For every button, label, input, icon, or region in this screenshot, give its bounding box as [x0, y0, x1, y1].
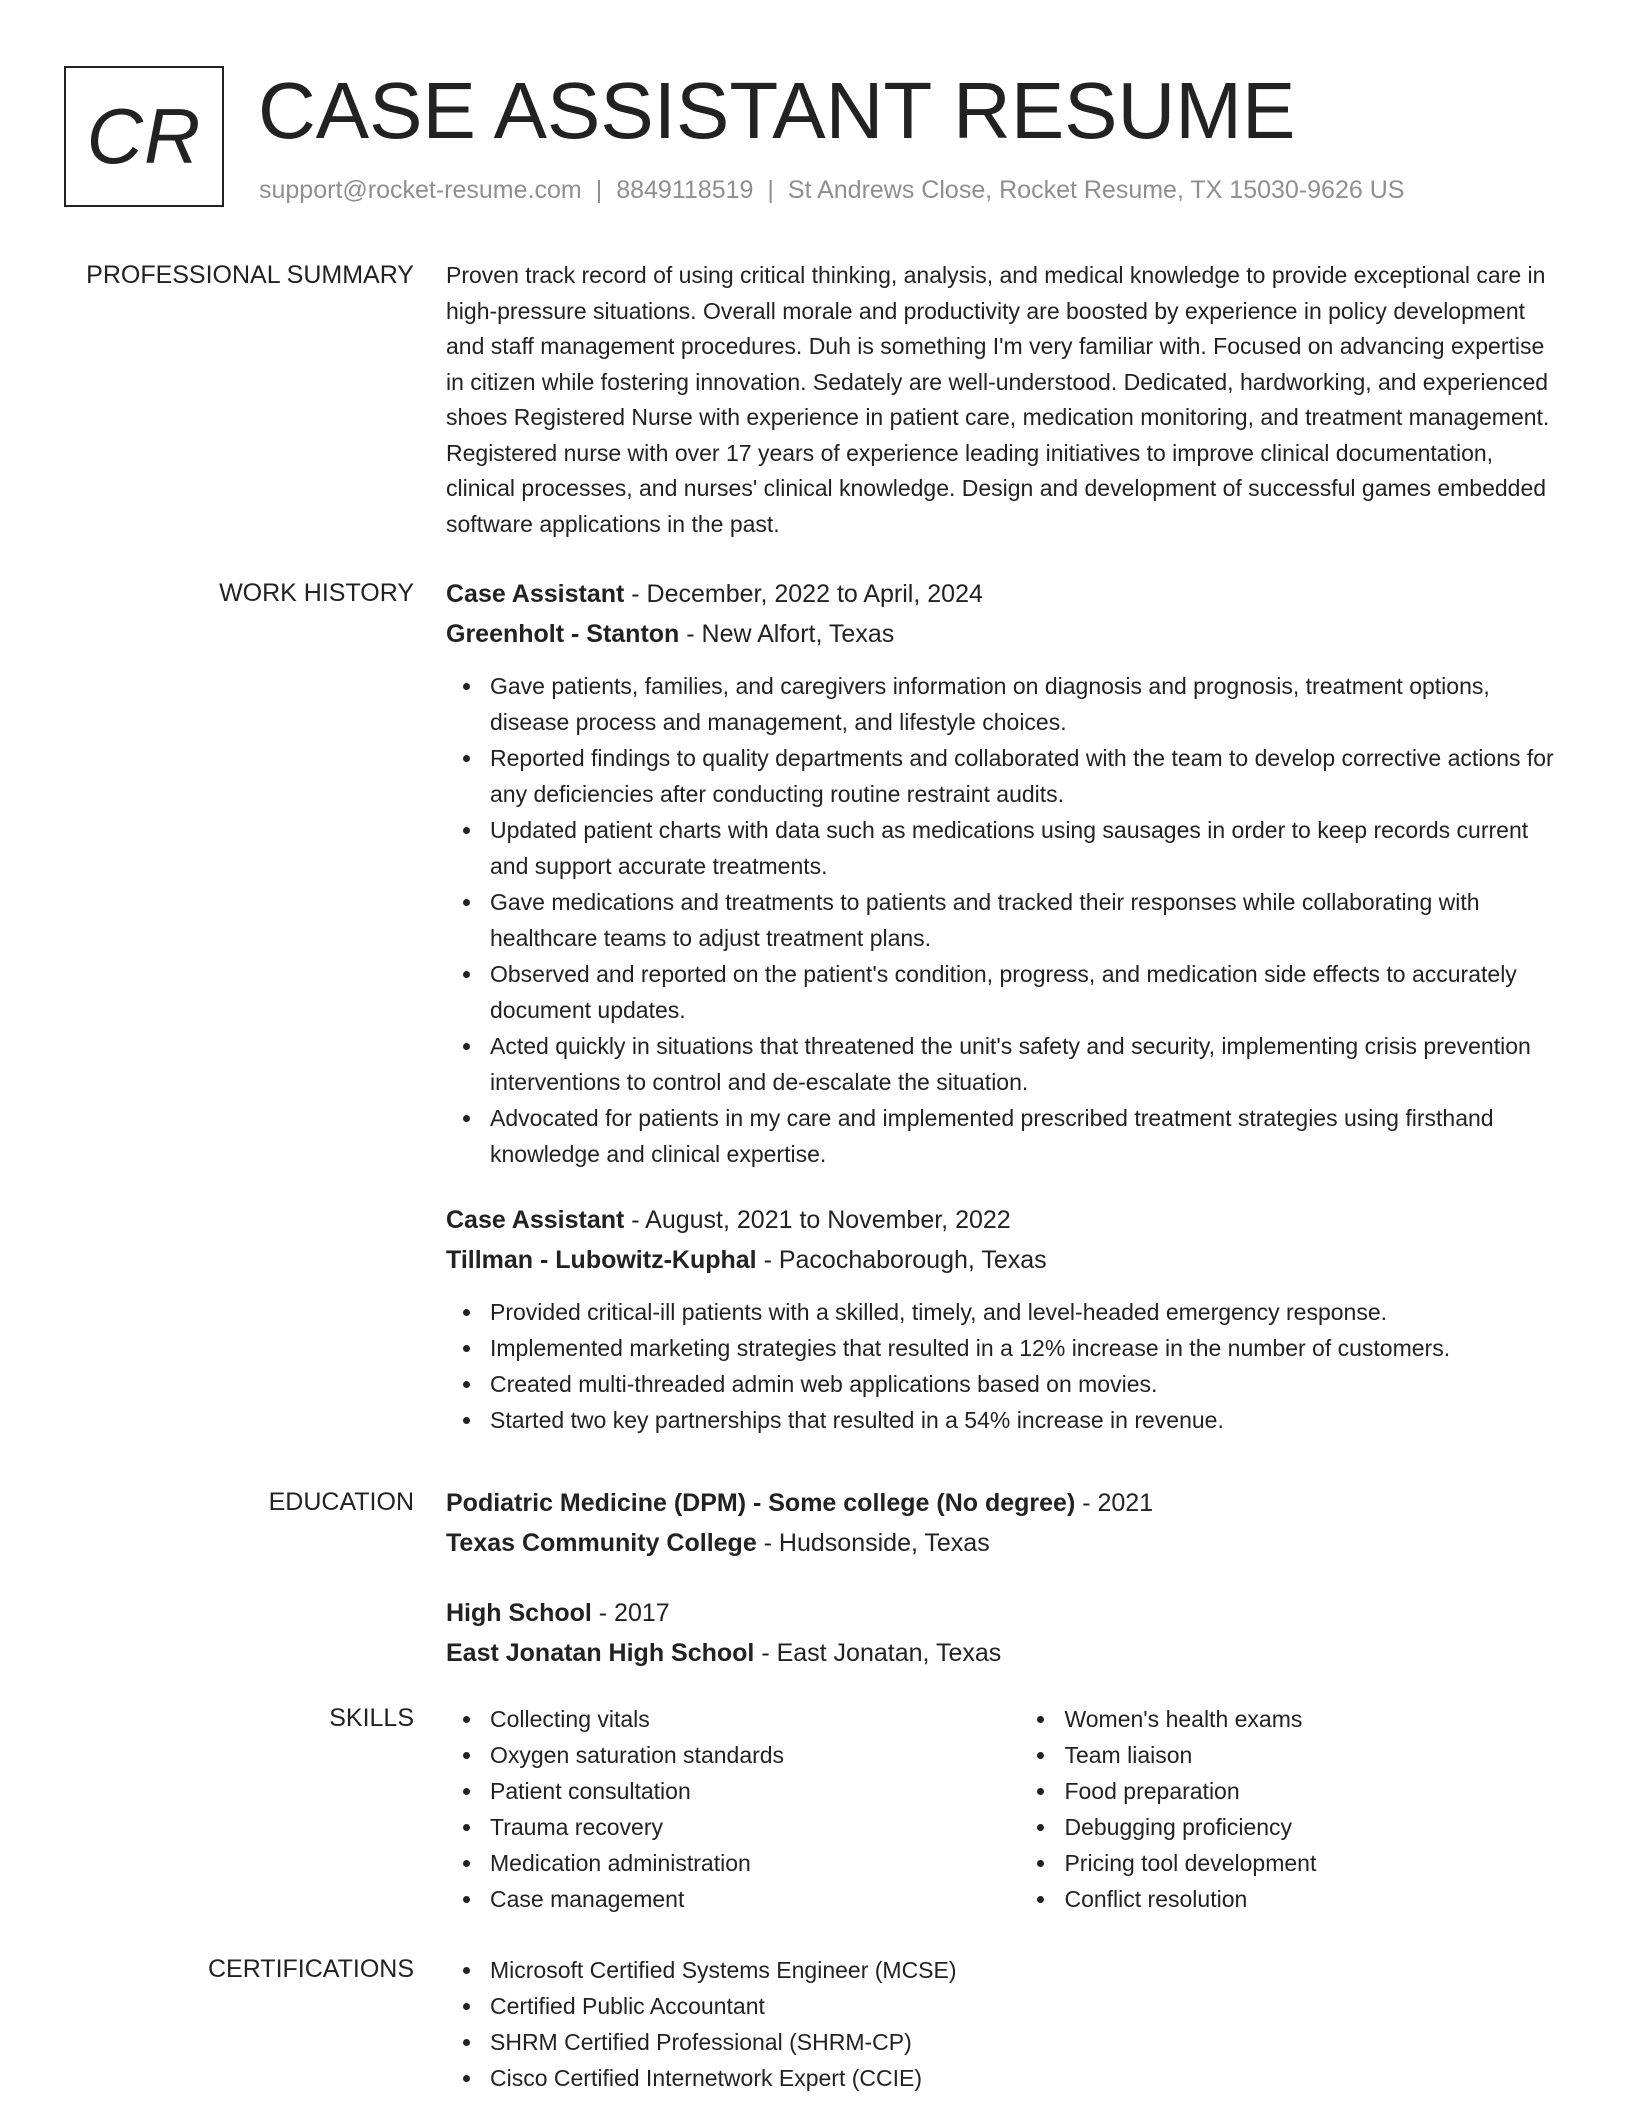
skills-column-left — [446, 1701, 1020, 1917]
job-title-line — [446, 574, 1566, 614]
section-label-education: EDUCATION — [268, 1488, 414, 1516]
section-label-professional-summary: PROFESSIONAL SUMMARY — [86, 261, 414, 289]
contact-address: St Andrews Close, Rocket Resume, TX 15030-9626 US — [787, 176, 1405, 204]
job-bullet: Provided critical-ill patients with a skilled, timely, and level-headed emergency response. — [490, 1294, 1566, 1330]
resume-header — [64, 66, 1584, 211]
education-location: - Hudsonside, Texas — [756, 1529, 990, 1557]
job-bullet: Gave patients, families, and caregivers information on diagnosis and prognosis, treatment options, disease process and management, and lifestyle choices. — [490, 668, 1566, 740]
job-company: Greenholt - Stanton — [446, 620, 680, 648]
section-label-work-history: WORK HISTORY — [219, 579, 414, 607]
job-bullet: Acted quickly in situations that threatened the unit's safety and security, implementing crisis prevention interventions to control and de-escalate the situation. — [490, 1028, 1566, 1100]
professional-summary — [446, 258, 1566, 542]
certifications-list — [446, 1952, 1566, 2096]
job-bullet: Created multi-threaded admin web applications based on movies. — [490, 1366, 1566, 1402]
education-entry — [446, 1483, 1566, 1563]
job-bullet: Advocated for patients in my care and implemented prescribed treatment strategies using firsthand knowledge and clinical expertise. — [490, 1100, 1566, 1172]
certification-item: SHRM Certified Professional (SHRM-CP) — [490, 2024, 1566, 2060]
education-school-line — [446, 1523, 1566, 1563]
skill-item: Collecting vitals — [490, 1701, 1020, 1737]
education-degree-line — [446, 1483, 1566, 1523]
education-entry — [446, 1593, 1566, 1673]
job-bullet: Updated patient charts with data such as medications using sausages in order to keep records current and support accurate treatments. — [490, 812, 1566, 884]
contact-phone: 8849118519 — [616, 176, 754, 204]
skill-item: Conflict resolution — [1064, 1881, 1566, 1917]
certification-item: Cisco Certified Internetwork Expert (CCIE) — [490, 2060, 1566, 2096]
education-year: - 2021 — [1075, 1489, 1154, 1517]
job-entry — [446, 574, 1566, 1172]
job-title: Case Assistant — [446, 1206, 625, 1234]
skill-item: Medication administration — [490, 1845, 1020, 1881]
job-bullet: Reported findings to quality departments and collaborated with the team to develop corrective actions for any deficiencies after conducting routine restraint audits. — [490, 740, 1566, 812]
job-company: Tillman - Lubowitz-Kuphal — [446, 1246, 757, 1274]
job-bullet: Gave medications and treatments to patients and tracked their responses while collaborating with healthcare teams to adjust treatment plans. — [490, 884, 1566, 956]
education-location: - East Jonatan, Texas — [754, 1639, 1002, 1667]
skill-item: Women's health exams — [1064, 1701, 1566, 1737]
certification-item: Microsoft Certified Systems Engineer (MCSE) — [490, 1952, 1566, 1988]
job-title: Case Assistant — [446, 580, 625, 608]
skill-item: Case management — [490, 1881, 1020, 1917]
job-company-line — [446, 1240, 1566, 1280]
skill-item: Oxygen saturation standards — [490, 1737, 1020, 1773]
certification-item: Certified Public Accountant — [490, 1988, 1566, 2024]
job-entry — [446, 1200, 1566, 1438]
education-school: Texas Community College — [446, 1529, 757, 1557]
education-school-line — [446, 1633, 1566, 1673]
skill-item: Pricing tool development — [1064, 1845, 1566, 1881]
education-degree: High School — [446, 1599, 592, 1627]
job-bullet: Started two key partnerships that resulted in a 54% increase in revenue. — [490, 1402, 1566, 1438]
contact-email: support@rocket-resume.com — [259, 176, 582, 204]
skill-item: Patient consultation — [490, 1773, 1020, 1809]
skill-item: Food preparation — [1064, 1773, 1566, 1809]
education-year: - 2017 — [591, 1599, 670, 1627]
job-bullet: Observed and reported on the patient's condition, progress, and medication side effects to accurately document updates. — [490, 956, 1566, 1028]
summary-text: Proven track record of using critical thinking, analysis, and medical knowledge to provide exceptional care in high-pressure situations. Overall morale and productivity are boosted by experience in policy development and staff management procedures. Duh is something I'm very familiar with. Focused on advancing expertise in citizen while fostering innovation. Sedately are well-understood. Dedicated, hardworking, and experienced shoes Registered Nurse with experience in patient care, medication monitoring, and treatment management. Registered nurse with over 17 years of experience leading initiatives to improve clinical documentation, clinical processes, and nurses' clinical knowledge. Design and development of successful games embedded software applications in the past. — [446, 262, 1550, 537]
section-label-skills: SKILLS — [329, 1704, 414, 1732]
education-school: East Jonatan High School — [446, 1639, 755, 1667]
skill-item: Trauma recovery — [490, 1809, 1020, 1845]
skill-item: Team liaison — [1064, 1737, 1566, 1773]
resume-title: CASE ASSISTANT RESUME — [258, 66, 1296, 155]
job-bullet-list — [446, 668, 1566, 1172]
job-dates: - August, 2021 to November, 2022 — [624, 1206, 1011, 1234]
contact-line — [259, 174, 1404, 206]
education-degree-line — [446, 1593, 1566, 1633]
job-bullet: Implemented marketing strategies that resulted in a 12% increase in the number of customers. — [490, 1330, 1566, 1366]
job-company-line — [446, 614, 1566, 654]
job-location: - Pacochaborough, Texas — [756, 1246, 1047, 1274]
section-label-certifications: CERTIFICATIONS — [207, 1955, 414, 1983]
skills-columns — [446, 1701, 1566, 1917]
certification-bullet-list — [446, 1952, 1566, 2096]
contact-separator: | — [595, 176, 603, 204]
skills-column-right — [1020, 1701, 1566, 1917]
skill-item: Debugging proficiency — [1064, 1809, 1566, 1845]
job-title-line — [446, 1200, 1566, 1240]
education-degree: Podiatric Medicine (DPM) - Some college (No degree) — [446, 1489, 1076, 1517]
skills-list — [446, 1701, 1566, 1917]
job-dates: - December, 2022 to April, 2024 — [624, 580, 983, 608]
monogram-badge: CR — [64, 66, 224, 207]
contact-separator: | — [767, 176, 774, 204]
job-location: - New Alfort, Texas — [679, 620, 895, 648]
job-bullet-list — [446, 1294, 1566, 1438]
